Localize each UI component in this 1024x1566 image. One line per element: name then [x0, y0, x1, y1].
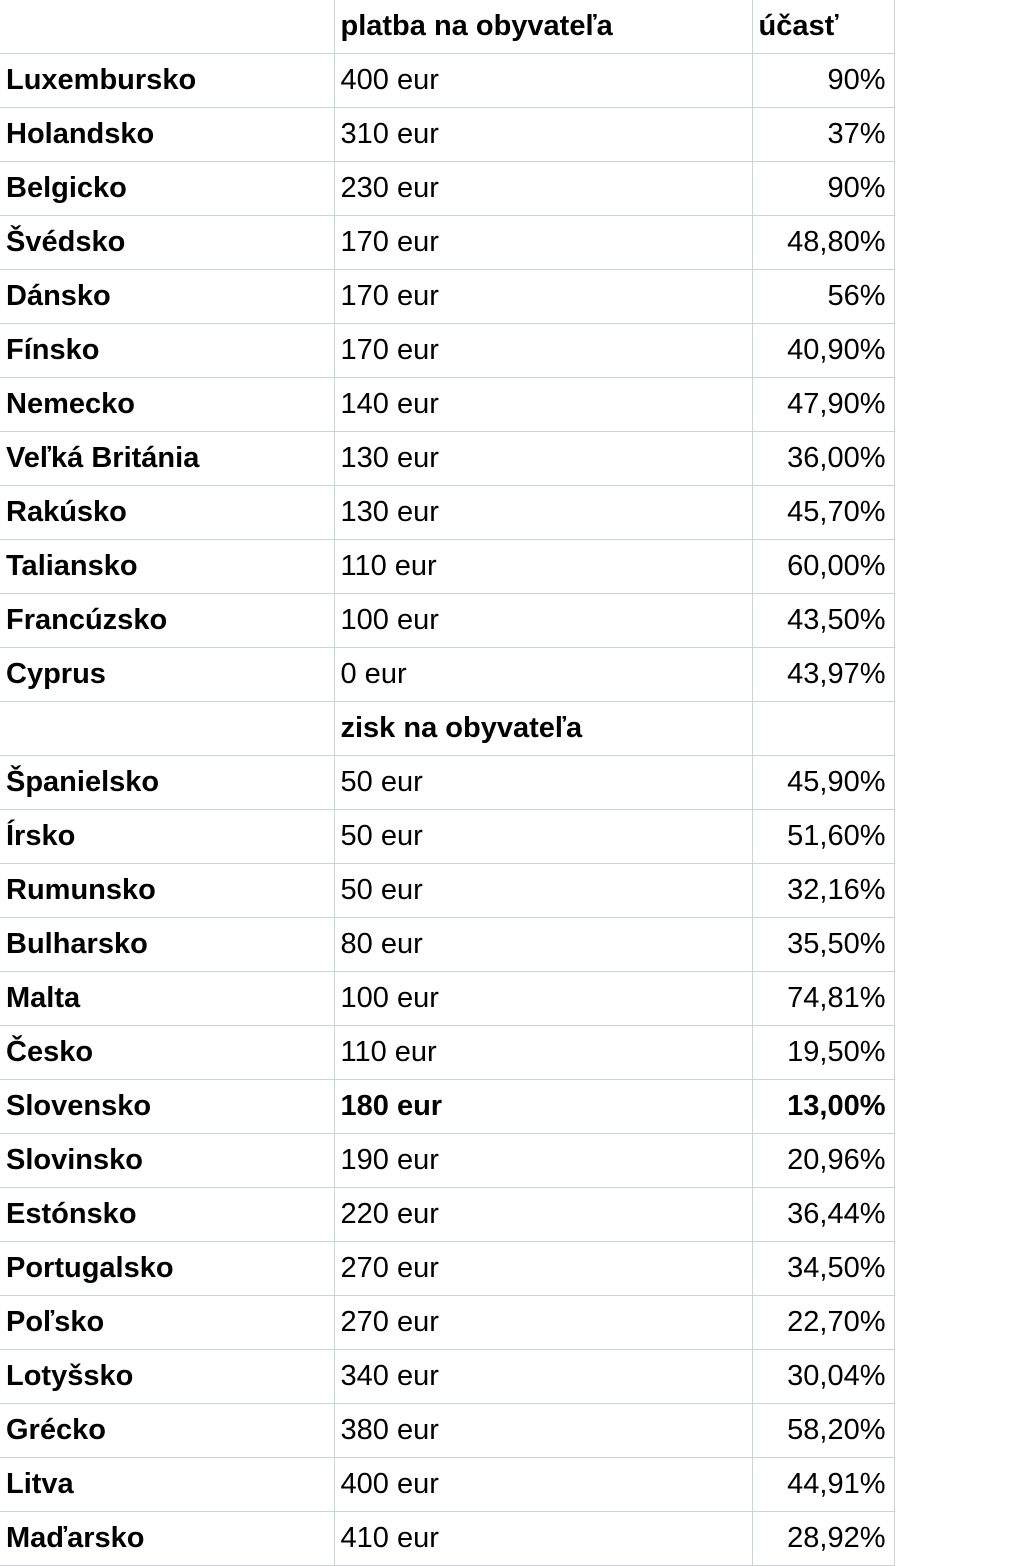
cell-spacer[interactable]	[894, 1512, 1024, 1566]
cell-spacer[interactable]	[894, 162, 1024, 216]
cell-participation[interactable]: 13,00%	[752, 1080, 894, 1134]
cell-spacer[interactable]	[894, 648, 1024, 702]
table-row	[0, 486, 1024, 540]
cell-country[interactable]: Slovinsko	[0, 1134, 334, 1188]
cell-spacer[interactable]	[894, 486, 1024, 540]
cell-payment[interactable]: 170 eur	[334, 270, 752, 324]
cell-country[interactable]: Fínsko	[0, 324, 334, 378]
table-row	[0, 1242, 1024, 1296]
cell-participation[interactable]: 47,90%	[752, 378, 894, 432]
table-row	[0, 1026, 1024, 1080]
cell-payment[interactable]: 110 eur	[334, 540, 752, 594]
cell-payment[interactable]: 310 eur	[334, 108, 752, 162]
cell-country[interactable]: Slovensko	[0, 1080, 334, 1134]
cell-payment[interactable]: 130 eur	[334, 432, 752, 486]
table-row	[0, 918, 1024, 972]
cell-payment[interactable]: 50 eur	[334, 864, 752, 918]
cell-payment[interactable]: 170 eur	[334, 216, 752, 270]
cell-spacer[interactable]	[894, 810, 1024, 864]
table-row	[0, 1134, 1024, 1188]
cell-payment[interactable]: 400 eur	[334, 54, 752, 108]
table-row	[0, 270, 1024, 324]
cell-participation[interactable]: 90%	[752, 162, 894, 216]
table-row	[0, 594, 1024, 648]
cell-spacer[interactable]	[894, 378, 1024, 432]
cell-payment[interactable]: 100 eur	[334, 594, 752, 648]
cell-country[interactable]: Poľsko	[0, 1296, 334, 1350]
cell-participation[interactable]: 43,97%	[752, 648, 894, 702]
table-row	[0, 756, 1024, 810]
cell-participation[interactable]: 45,90%	[752, 756, 894, 810]
cell-spacer[interactable]	[894, 1026, 1024, 1080]
cell-participation[interactable]: 56%	[752, 270, 894, 324]
cell-participation-header[interactable]: účasť	[752, 0, 894, 54]
cell-payment[interactable]: 220 eur	[334, 1188, 752, 1242]
cell-participation[interactable]: 44,91%	[752, 1458, 894, 1512]
cell-spacer[interactable]	[894, 918, 1024, 972]
cell-spacer[interactable]	[894, 1080, 1024, 1134]
cell-participation[interactable]: 19,50%	[752, 1026, 894, 1080]
cell-spacer[interactable]	[894, 1458, 1024, 1512]
table-row	[0, 216, 1024, 270]
cell-payment[interactable]: 130 eur	[334, 486, 752, 540]
cell-section-label[interactable]: zisk na obyvateľa	[334, 702, 752, 756]
cell-payment[interactable]: 50 eur	[334, 810, 752, 864]
cell-section-label[interactable]: platba na obyvateľa	[334, 0, 752, 54]
table-row	[0, 810, 1024, 864]
cell-participation[interactable]: 58,20%	[752, 1404, 894, 1458]
cell-country[interactable]: Španielsko	[0, 756, 334, 810]
cell-participation[interactable]: 40,90%	[752, 324, 894, 378]
cell-spacer[interactable]	[894, 756, 1024, 810]
table-row	[0, 1350, 1024, 1404]
cell-participation[interactable]: 35,50%	[752, 918, 894, 972]
cell-spacer[interactable]	[894, 432, 1024, 486]
table-row	[0, 1296, 1024, 1350]
cell-spacer[interactable]	[894, 54, 1024, 108]
cell-payment[interactable]: 180 eur	[334, 1080, 752, 1134]
table-row	[0, 162, 1024, 216]
cell-payment[interactable]: 270 eur	[334, 1296, 752, 1350]
table-row	[0, 972, 1024, 1026]
cell-country[interactable]: Rakúsko	[0, 486, 334, 540]
cell-participation[interactable]: 60,00%	[752, 540, 894, 594]
cell-participation[interactable]: 74,81%	[752, 972, 894, 1026]
cell-country[interactable]: Nemecko	[0, 378, 334, 432]
cell-country[interactable]: Belgicko	[0, 162, 334, 216]
cell-spacer[interactable]	[894, 1350, 1024, 1404]
cell-spacer[interactable]	[894, 1188, 1024, 1242]
table-row	[0, 432, 1024, 486]
cell-country[interactable]: Grécko	[0, 1404, 334, 1458]
cell-country[interactable]: Rumunsko	[0, 864, 334, 918]
cell-country[interactable]: Malta	[0, 972, 334, 1026]
cell-participation[interactable]	[752, 702, 894, 756]
cell-payment[interactable]: 340 eur	[334, 1350, 752, 1404]
cell-country[interactable]	[0, 702, 334, 756]
cell-country[interactable]: Holandsko	[0, 108, 334, 162]
cell-country[interactable]: Francúzsko	[0, 594, 334, 648]
cell-spacer[interactable]	[894, 1296, 1024, 1350]
table-row	[0, 864, 1024, 918]
cell-payment[interactable]: 190 eur	[334, 1134, 752, 1188]
cell-participation[interactable]: 48,80%	[752, 216, 894, 270]
table-row	[0, 702, 1024, 756]
cell-participation[interactable]: 90%	[752, 54, 894, 108]
cell-participation[interactable]: 20,96%	[752, 1134, 894, 1188]
cell-country[interactable]: Veľká Británia	[0, 432, 334, 486]
cell-spacer[interactable]	[894, 1404, 1024, 1458]
table-row	[0, 1188, 1024, 1242]
cell-spacer[interactable]	[894, 0, 1024, 54]
cell-country[interactable]	[0, 0, 334, 54]
cell-spacer[interactable]	[894, 324, 1024, 378]
cell-spacer[interactable]	[894, 1242, 1024, 1296]
cell-country[interactable]: Bulharsko	[0, 918, 334, 972]
cell-payment[interactable]: 140 eur	[334, 378, 752, 432]
cell-payment[interactable]: 100 eur	[334, 972, 752, 1026]
table-row	[0, 1404, 1024, 1458]
table-row	[0, 0, 1024, 54]
cell-spacer[interactable]	[894, 702, 1024, 756]
cell-country[interactable]: Švédsko	[0, 216, 334, 270]
cell-country[interactable]: Dánsko	[0, 270, 334, 324]
cell-payment[interactable]: 110 eur	[334, 1026, 752, 1080]
cell-participation[interactable]: 28,92%	[752, 1512, 894, 1566]
cell-country[interactable]: Írsko	[0, 810, 334, 864]
cell-payment[interactable]: 170 eur	[334, 324, 752, 378]
table-row	[0, 1512, 1024, 1566]
cell-participation[interactable]: 43,50%	[752, 594, 894, 648]
cell-country[interactable]: Estónsko	[0, 1188, 334, 1242]
table-row	[0, 648, 1024, 702]
cell-spacer[interactable]	[894, 1134, 1024, 1188]
cell-participation[interactable]: 22,70%	[752, 1296, 894, 1350]
cell-payment[interactable]: 0 eur	[334, 648, 752, 702]
table-row	[0, 1458, 1024, 1512]
cell-payment[interactable]: 50 eur	[334, 756, 752, 810]
cell-payment[interactable]: 400 eur	[334, 1458, 752, 1512]
cell-payment[interactable]: 230 eur	[334, 162, 752, 216]
cell-participation[interactable]: 45,70%	[752, 486, 894, 540]
cell-country[interactable]: Lotyšsko	[0, 1350, 334, 1404]
cell-country[interactable]: Litva	[0, 1458, 334, 1512]
cell-payment[interactable]: 410 eur	[334, 1512, 752, 1566]
cell-payment[interactable]: 80 eur	[334, 918, 752, 972]
cell-spacer[interactable]	[894, 540, 1024, 594]
table-row	[0, 324, 1024, 378]
table-row	[0, 108, 1024, 162]
cell-participation[interactable]: 37%	[752, 108, 894, 162]
cell-country[interactable]: Maďarsko	[0, 1512, 334, 1566]
table-row	[0, 378, 1024, 432]
cell-spacer[interactable]	[894, 108, 1024, 162]
cell-payment[interactable]: 270 eur	[334, 1242, 752, 1296]
table-row	[0, 1080, 1024, 1134]
cell-country[interactable]: Luxembursko	[0, 54, 334, 108]
cell-participation[interactable]: 51,60%	[752, 810, 894, 864]
cell-spacer[interactable]	[894, 594, 1024, 648]
cell-participation[interactable]: 34,50%	[752, 1242, 894, 1296]
cell-participation[interactable]: 36,44%	[752, 1188, 894, 1242]
cell-country[interactable]: Portugalsko	[0, 1242, 334, 1296]
cell-country[interactable]: Česko	[0, 1026, 334, 1080]
cell-spacer[interactable]	[894, 270, 1024, 324]
table-row	[0, 540, 1024, 594]
cell-country[interactable]: Taliansko	[0, 540, 334, 594]
cell-spacer[interactable]	[894, 972, 1024, 1026]
cell-payment[interactable]: 380 eur	[334, 1404, 752, 1458]
cell-participation[interactable]: 36,00%	[752, 432, 894, 486]
cell-spacer[interactable]	[894, 864, 1024, 918]
cell-participation[interactable]: 32,16%	[752, 864, 894, 918]
cell-participation[interactable]: 30,04%	[752, 1350, 894, 1404]
cell-spacer[interactable]	[894, 216, 1024, 270]
table-row	[0, 54, 1024, 108]
cell-country[interactable]: Cyprus	[0, 648, 334, 702]
